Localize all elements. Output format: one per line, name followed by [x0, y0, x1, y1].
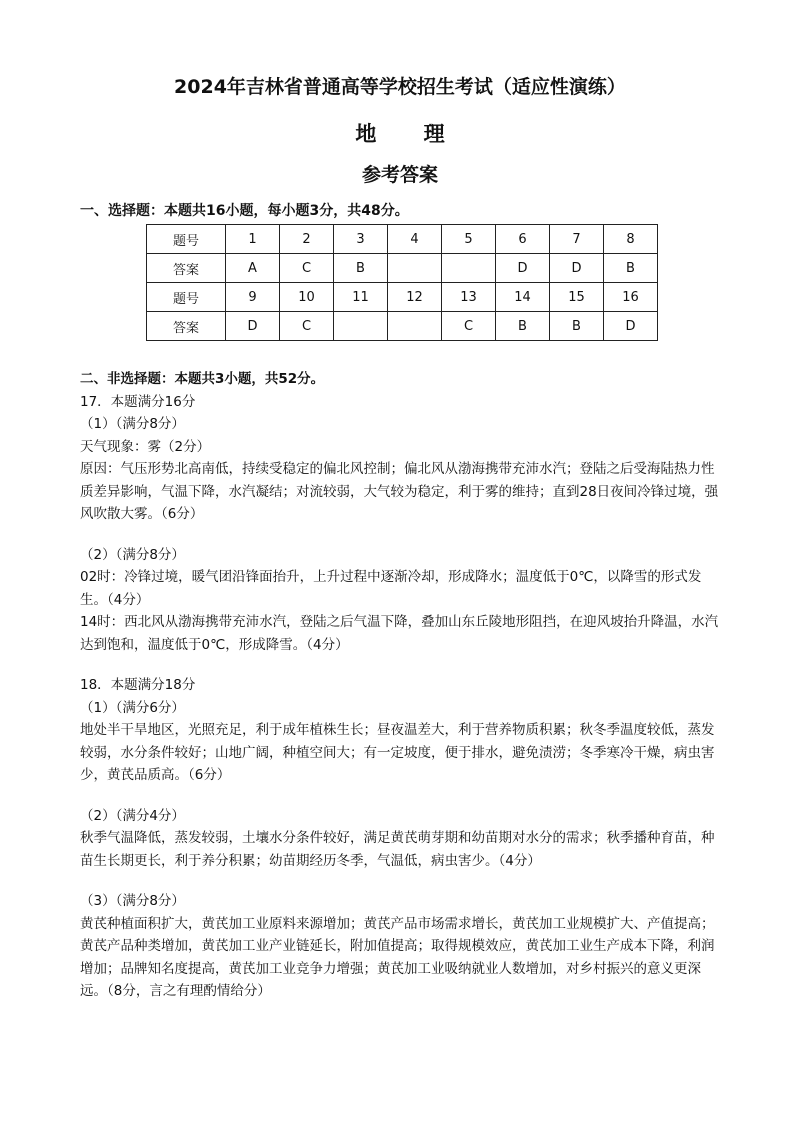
table-cell: D: [496, 254, 550, 283]
table-cell: B: [550, 312, 604, 341]
table-cell: 题号: [147, 283, 226, 312]
q18-part1-label: （1）（满分6分）: [80, 699, 185, 716]
table-cell: 6: [496, 225, 550, 254]
table-cell: B: [604, 254, 658, 283]
table-cell: C: [280, 254, 334, 283]
table-cell: [388, 312, 442, 341]
spacer: [80, 526, 720, 544]
table-cell: D: [604, 312, 658, 341]
q17-title: 17．本题满分16分: [80, 393, 196, 410]
table-cell: 8: [604, 225, 658, 254]
spacer: [80, 787, 720, 805]
table-row: [147, 283, 658, 312]
q17-part1-line: 天气现象：雾（2分）: [80, 438, 211, 455]
table-cell: 12: [388, 283, 442, 312]
q17-part2-line: 02时：冷锋过境，暖气团沿锋面抬升，上升过程中逐渐冷却，形成降水；温度低于0℃，以降雪的形式发生。（4分）: [80, 569, 702, 608]
q18-part2-line: 秋季气温降低，蒸发较弱，土壤水分条件较好，满足黄芪萌芽期和幼苗期对水分的需求；秋季播种育苗，种苗生长期更长，利于养分积累；幼苗期经历冬季，气温低，病虫害少。（4分）: [80, 830, 715, 869]
table-cell: 7: [550, 225, 604, 254]
table-cell: D: [550, 254, 604, 283]
q18-title: 18．本题满分18分: [80, 677, 196, 693]
section1-heading: 一、选择题：本题共16小题，每小题3分，共48分。: [80, 203, 409, 219]
table-cell: 11: [334, 283, 388, 312]
table-cell: [388, 254, 442, 283]
table-row: [147, 225, 658, 254]
q17-part2-line: 14时：西北风从渤海携带充沛水汽，登陆之后气温下降，叠加山东丘陵地形阻挡，在迎风坡抬升降温，水汽达到饱和，温度低于0℃，形成降雪。（4分）: [80, 614, 719, 653]
q18-part1-line: 地处半干旱地区，光照充足，利于成年植株生长；昼夜温差大，利于营养物质积累；秋冬季温度较低，蒸发较弱，水分条件较好；山地广阔，种植空间大；有一定坡度，便于排水，避免渍涝；冬季寒冷干燥，病虫害少，黄芪品质高。（6分）: [80, 722, 715, 783]
table-row: [147, 254, 658, 283]
answer-table: [146, 224, 658, 341]
table-cell: 16: [604, 283, 658, 312]
table-cell: 13: [442, 283, 496, 312]
section2: [80, 368, 720, 1003]
q18-part2-label: （2）（满分4分）: [80, 807, 185, 824]
table-cell: C: [442, 312, 496, 341]
table-cell: 答案: [147, 312, 226, 341]
subject-title: 地 理: [355, 122, 465, 146]
table-cell: B: [496, 312, 550, 341]
table-cell: B: [334, 254, 388, 283]
table-cell: 4: [388, 225, 442, 254]
table-cell: 14: [496, 283, 550, 312]
table-cell: 15: [550, 283, 604, 312]
table-cell: A: [226, 254, 280, 283]
table-cell: 题号: [147, 225, 226, 254]
answer-key-title: 参考答案: [361, 164, 438, 186]
table-cell: [334, 312, 388, 341]
table-cell: D: [226, 312, 280, 341]
table-cell: 10: [280, 283, 334, 312]
table-cell: 答案: [147, 254, 226, 283]
table-cell: 5: [442, 225, 496, 254]
table-cell: 1: [226, 225, 280, 254]
spacer: [80, 656, 720, 674]
q17-part1-label: （1）（满分8分）: [80, 416, 185, 432]
q18-part3-label: （3）（满分8分）: [80, 893, 185, 909]
q17-part1-line: 原因：气压形势北高南低，持续受稳定的偏北风控制；偏北风从渤海携带充沛水汽；登陆之后受海陆热力性质差异影响，气温下降，水汽凝结；对流较弱，大气较为稳定，利于雾的维持；直到28日夜间冷锋过境，强风吹散大雾。（6分）: [80, 461, 719, 522]
spacer: [80, 872, 720, 890]
table-cell: 9: [226, 283, 280, 312]
exam-title: 2024年吉林省普通高等学校招生考试（适应性演练）: [174, 76, 626, 98]
q17-part2-label: （2）（满分8分）: [80, 546, 185, 563]
section2-heading: 二、非选择题：本题共3小题，共52分。: [80, 371, 325, 387]
q18-part3-line: 黄芪种植面积扩大，黄芪加工业原料来源增加；黄芪产品市场需求增长，黄芪加工业规模扩大、产值提高；黄芪产品种类增加，黄芪加工业产业链延长，附加值提高；取得规模效应，黄芪加工业生产成本下降，利润增加；品牌知名度提高，黄芪加工业竞争力增强；黄芪加工业吸纳就业人数增加，对乡村振兴的意义更深远。（8分，言之有理酌情给分）: [80, 915, 715, 999]
table-cell: 2: [280, 225, 334, 254]
table-cell: [442, 254, 496, 283]
table-cell: C: [280, 312, 334, 341]
table-cell: 3: [334, 225, 388, 254]
table-row: [147, 312, 658, 341]
